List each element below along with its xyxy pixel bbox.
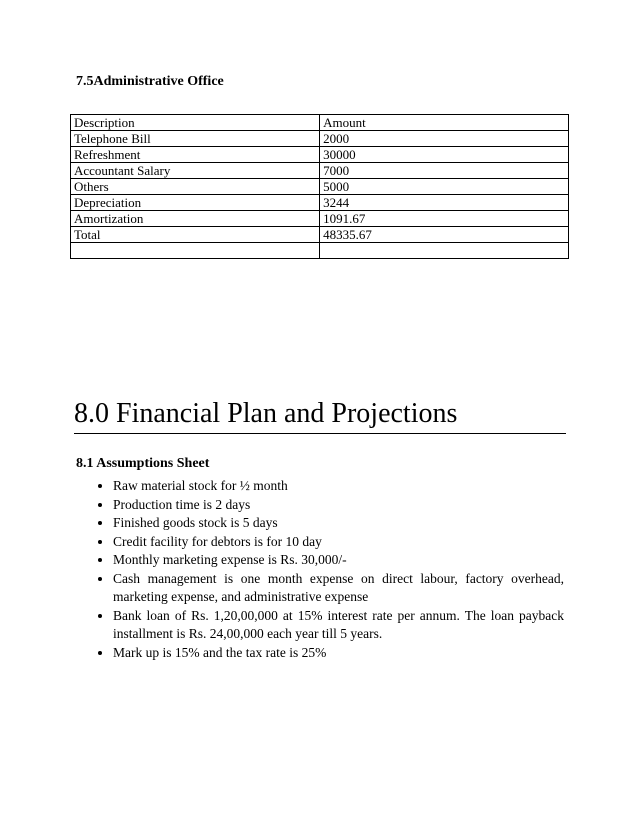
assumptions-sheet-heading: 8.1 Assumptions Sheet	[76, 456, 210, 471]
row-description: Depreciation	[71, 195, 320, 211]
row-amount: 2000	[320, 131, 569, 147]
row-description: Amortization	[71, 211, 320, 227]
empty-cell	[71, 243, 320, 259]
row-amount: 5000	[320, 179, 569, 195]
row-amount: 30000	[320, 147, 569, 163]
row-description: Accountant Salary	[71, 163, 320, 179]
list-item: • Raw material stock for ½ month	[113, 477, 564, 496]
table-row	[71, 179, 569, 195]
administrative-office-table	[70, 114, 569, 259]
list-item: • Credit facility for debtors is for 10 day	[113, 533, 564, 552]
list-item: • Mark up is 15% and the tax rate is 25%	[113, 644, 564, 663]
row-amount: 1091.67	[320, 211, 569, 227]
table-row	[71, 195, 569, 211]
list-item: • Bank loan of Rs. 1,20,00,000 at 15% interest rate per annum. The loan payback installment is Rs. 24,00,000 each year till 5 years.	[113, 607, 564, 644]
list-item: • Monthly marketing expense is Rs. 30,000/-	[113, 551, 564, 570]
header-description: Description	[71, 115, 320, 131]
total-amount: 48335.67	[320, 227, 569, 243]
table-header-row	[71, 115, 569, 131]
assumptions-list	[76, 477, 564, 662]
table-empty-row	[71, 243, 569, 259]
empty-cell	[320, 243, 569, 259]
row-description: Telephone Bill	[71, 131, 320, 147]
financial-plan-heading: 8.0 Financial Plan and Projections	[74, 398, 458, 429]
table-total-row	[71, 227, 569, 243]
total-label: Total	[71, 227, 320, 243]
row-amount: 3244	[320, 195, 569, 211]
list-item: • Production time is 2 days	[113, 496, 564, 515]
table-row	[71, 147, 569, 163]
table-row	[71, 163, 569, 179]
list-item: • Finished goods stock is 5 days	[113, 514, 564, 533]
table-row	[71, 211, 569, 227]
financial-plan-heading-block	[74, 395, 566, 434]
table-row	[71, 131, 569, 147]
row-amount: 7000	[320, 163, 569, 179]
list-item: • Cash management is one month expense on direct labour, factory overhead, marketing expense, and administrative expense	[113, 570, 564, 607]
row-description: Refreshment	[71, 147, 320, 163]
row-description: Others	[71, 179, 320, 195]
header-amount: Amount	[320, 115, 569, 131]
administrative-office-heading: 7.5Administrative Office	[76, 74, 224, 89]
